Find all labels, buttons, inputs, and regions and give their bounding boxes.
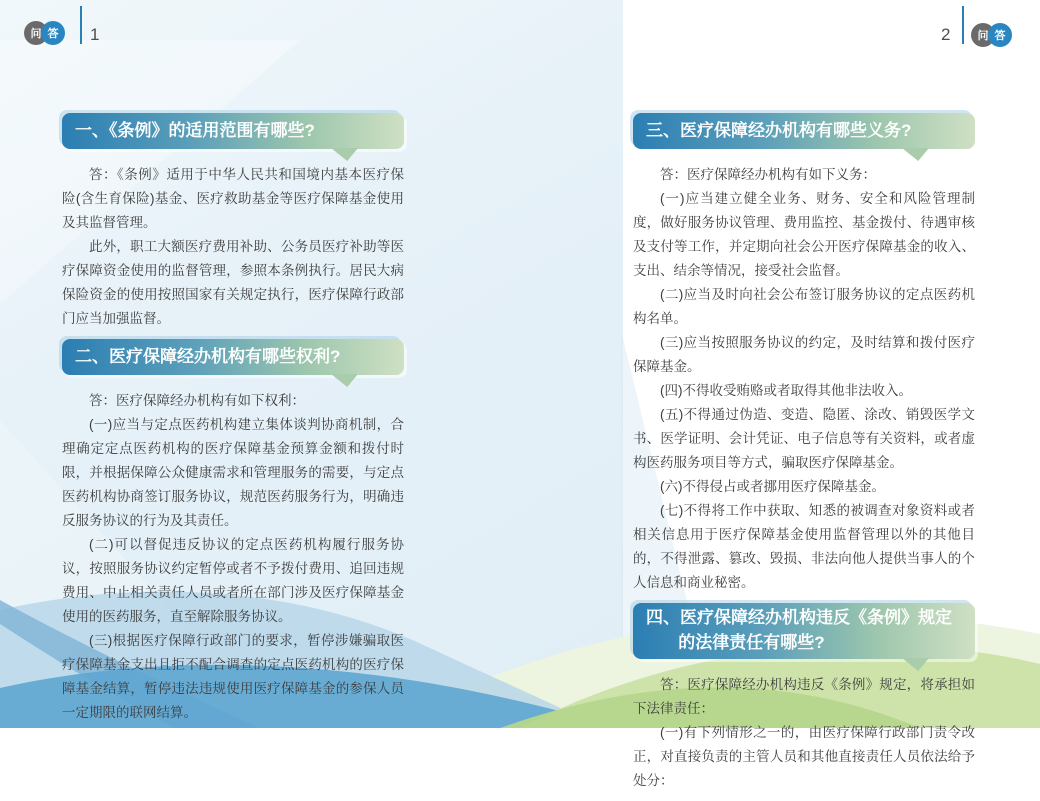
question-bar-1 — [62, 113, 404, 149]
paragraph: (一)应当与定点医药机构建立集体谈判协商机制，合理确定定点医药机构的医疗保障基金预算金额和拨付时限，并根据保障公众健康需求和管理服务的需要，与定点医药机构协商签订服务协议，规范医药服务行为，明确违反服务协议的行为及其责任。 — [62, 417, 404, 528]
paragraph: (二)应当及时向社会公布签订服务协议的定点医药机构名单。 — [633, 287, 975, 326]
paragraph: (一)应当建立健全业务、财务、安全和风险管理制度，做好服务协议管理、费用监控、基金拨付、待遇审核及支付等工作，并定期向社会公开医疗保障基金的收入、支出、结余等情况，接受社会监督。 — [633, 191, 975, 278]
speech-tail-icon — [902, 658, 929, 671]
question-bar-3 — [633, 113, 975, 149]
question-bar-2 — [62, 339, 404, 375]
qa-logo — [971, 23, 1012, 47]
page1-content — [62, 113, 404, 733]
header-divider — [80, 6, 82, 44]
paragraph: (一)有下列情形之一的，由医疗保障行政部门责令改正，对直接负责的主管人员和其他直接责任人员依法给予处分： — [633, 725, 975, 788]
paragraph: (三)应当按照服务协议的约定，及时结算和拨付医疗保障基金。 — [633, 335, 975, 374]
answer-badge: 答 — [988, 23, 1012, 47]
paragraph: (四)不得收受贿赂或者取得其他非法收入。 — [660, 383, 912, 398]
paragraph: 此外，职工大额医疗费用补助、公务员医疗补助等医疗保障资金使用的监督管理，参照本条例执行。居民大病保险资金的使用按照国家有关规定执行，医疗保障行政部门应当加强监督。 — [62, 239, 404, 326]
speech-tail-icon — [331, 374, 358, 387]
answer-block — [633, 673, 975, 793]
question-badge: 问 — [971, 23, 995, 47]
answer-block — [62, 163, 404, 331]
question-title: 一、《条例》的适用范围有哪些? — [75, 120, 315, 140]
paragraph: (七)不得将工作中获取、知悉的被调查对象资料或者相关信息用于医疗保障基金使用监督管理以外的其他目的，不得泄露、篡改、毁损、非法向他人提供当事人的个人信息和商业秘密。 — [633, 503, 975, 590]
question-bar-4 — [633, 603, 975, 659]
speech-tail-icon — [331, 148, 358, 161]
paragraph: 答：医疗保障经办机构有如下义务： — [660, 167, 876, 182]
header-divider — [962, 6, 964, 44]
question-title: 三、医疗保障经办机构有哪些义务? — [646, 120, 912, 140]
paragraph: 答：医疗保障经办机构违反《条例》规定，将承担如下法律责任： — [633, 677, 975, 716]
page-number: 1 — [90, 25, 100, 44]
paragraph: (三)根据医疗保障行政部门的要求，暂停涉嫌骗取医疗保障基金支出且拒不配合调查的定点医药机构的医疗保障基金结算，暂停违法违规使用医疗保障基金的参保人员一定期限的联网结算。 — [62, 633, 404, 720]
paragraph: (二)可以督促违反协议的定点医药机构履行服务协议，按照服务协议约定暂停或者不予拨付费用、追回违规费用、中止相关责任人员或者所在部门涉及医疗保障基金使用的医药服务，直至解除服务协议。 — [62, 537, 404, 624]
qa-logo — [24, 21, 65, 45]
answer-badge: 答 — [41, 21, 65, 45]
paragraph: (五)不得通过伪造、变造、隐匿、涂改、销毁医学文书、医学证明、会计凭证、电子信息等有关资料，或者虚构医药服务项目等方式，骗取医疗保障基金。 — [633, 407, 975, 470]
question-title: 四、医疗保障经办机构违反《条例》规定的法律责任有哪些? — [646, 608, 952, 652]
paragraph: 答：《条例》适用于中华人民共和国境内基本医疗保险(含生育保险)基金、医疗救助基金等医疗保障基金使用及其监督管理。 — [62, 167, 404, 230]
question-title: 二、医疗保障经办机构有哪些权利? — [75, 346, 341, 366]
page2-content — [633, 113, 975, 801]
paragraph: (六)不得侵占或者挪用医疗保障基金。 — [660, 479, 885, 494]
answer-block — [62, 389, 404, 725]
paragraph: 答：医疗保障经办机构有如下权利： — [89, 393, 305, 408]
question-badge: 问 — [24, 21, 48, 45]
page-number: 2 — [941, 25, 951, 44]
speech-tail-icon — [902, 148, 929, 161]
answer-block — [633, 163, 975, 595]
